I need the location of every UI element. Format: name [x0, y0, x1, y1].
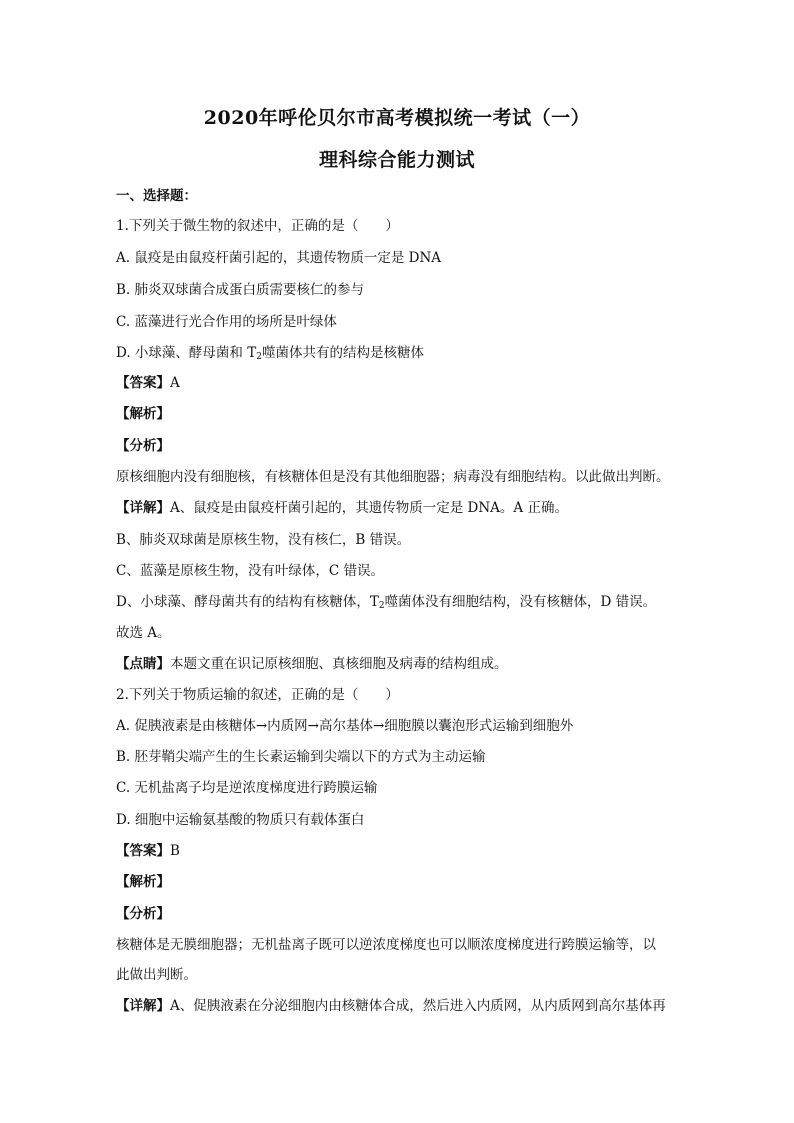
q1-option-c: C. 蓝藻进行光合作用的场所是叶绿体	[116, 314, 337, 330]
detail-label: 【详解】	[116, 500, 170, 516]
q1-answer	[116, 373, 688, 393]
q1-fenxi-text: 原核细胞内没有细胞核，有核糖体但是没有其他细胞器；病毒没有细胞结构。以此做出判断。	[116, 469, 670, 485]
section-heading: 一、选择题：	[116, 188, 197, 204]
exam-title: 2020年呼伦贝尔市高考模拟统一考试（一）	[203, 107, 591, 129]
q1-analysis-label: 【解析】	[116, 406, 170, 422]
q1-detail-d-post: 噬菌体没有细胞结构，没有核糖体，D 错误。	[384, 594, 657, 610]
answer-value: B	[170, 843, 180, 859]
dianjing-label: 【点睛】	[116, 656, 170, 672]
q1-detail-a	[116, 498, 688, 518]
q1-detail-b: B、肺炎双球菌是原核生物，没有核仁，B 错误。	[116, 532, 411, 548]
q2-detail-a	[116, 996, 688, 1016]
q2-fenxi-label: 【分析】	[116, 906, 170, 922]
dianjing-text: 本题文重在识记原核细胞、真核细胞及病毒的结构组成。	[170, 656, 508, 672]
q2-option-a: A. 促胰液素是由核糖体→内质网→高尔基体→细胞膜以囊泡形式运输到细胞外	[116, 718, 574, 734]
q2-option-d: D. 细胞中运输氨基酸的物质只有载体蛋白	[116, 812, 365, 828]
detail-text: A、促胰液素在分泌细胞内由核糖体合成，然后进入内质网，从内质网到高尔基体再	[170, 998, 666, 1014]
q2-fenxi-line1: 核糖体是无膜细胞器；无机盐离子既可以逆浓度梯度也可以顺浓度梯度进行跨膜运输等，以	[116, 937, 656, 953]
q2-answer	[116, 841, 688, 861]
q1-detail-d	[116, 592, 688, 616]
q1-stem: 1.下列关于微生物的叙述中，正确的是（ ）	[116, 218, 399, 234]
q1-option-d-pre: D. 小球藻、酵母菌和 T	[116, 345, 257, 361]
answer-label: 【答案】	[116, 843, 170, 859]
exam-subtitle: 理科综合能力测试	[318, 149, 475, 171]
q1-option-d-sub: 2	[256, 352, 262, 362]
q1-detail-d-sub: 2	[378, 601, 385, 611]
q1-option-b: B. 肺炎双球菌合成蛋白质需要核仁的参与	[116, 282, 365, 298]
detail-label: 【详解】	[116, 998, 170, 1014]
q1-detail-c: C、蓝藻是原核生物，没有叶绿体，C 错误。	[116, 563, 384, 579]
q1-choice: 故选 A。	[116, 625, 171, 641]
q1-option-d	[116, 343, 688, 367]
q2-fenxi-line2: 此做出判断。	[116, 967, 197, 983]
detail-text: A、鼠疫是由鼠疫杆菌引起的，其遗传物质一定是 DNA。A 正确。	[170, 500, 568, 516]
answer-value: A	[170, 375, 180, 391]
answer-label: 【答案】	[116, 375, 170, 391]
q2-option-c: C. 无机盐离子均是逆浓度梯度进行跨膜运输	[116, 780, 378, 796]
q1-dianjing	[116, 654, 688, 674]
q1-detail-d-pre: D、小球藻、酵母菌共有的结构有核糖体，T	[116, 594, 379, 610]
q1-option-d-post: 噬菌体共有的结构是核糖体	[261, 345, 424, 361]
q1-option-a: A. 鼠疫是由鼠疫杆菌引起的，其遗传物质一定是 DNA	[116, 250, 442, 266]
q2-analysis-label: 【解析】	[116, 874, 170, 890]
q2-option-b: B. 胚芽鞘尖端产生的生长素运输到尖端以下的方式为主动运输	[116, 749, 486, 765]
q2-stem: 2.下列关于物质运输的叙述，正确的是（ ）	[116, 687, 399, 703]
q1-fenxi-label: 【分析】	[116, 438, 170, 454]
